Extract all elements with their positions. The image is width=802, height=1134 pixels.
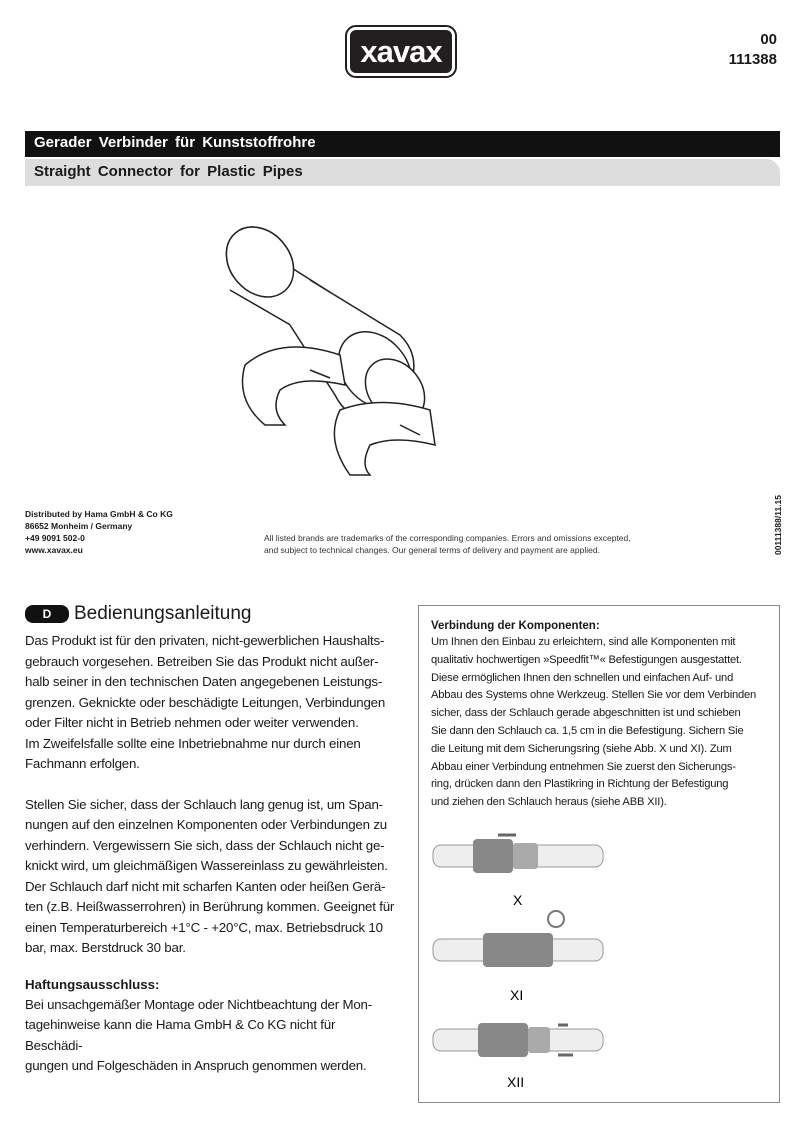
- figure-label-x: X: [513, 892, 523, 908]
- distributor-website[interactable]: www.xavax.eu: [25, 545, 83, 555]
- section-heading: Bedienungsanleitung: [74, 603, 252, 624]
- distributor-name: Distributed by Hama GmbH & Co KG: [25, 509, 173, 519]
- distributor-info: [25, 508, 173, 556]
- legal-line: All listed brands are trademarks of the corresponding companies. Errors and omissions excepted,: [264, 533, 631, 543]
- figure-xii-drawing: [433, 1023, 603, 1057]
- distributor-phone: +49 9091 502-0: [25, 533, 85, 543]
- title-english: Straight Connector for Plastic Pipes: [25, 159, 780, 186]
- connection-heading: Verbindung der Komponenten:: [431, 620, 600, 632]
- instructions-section: [25, 603, 395, 1077]
- language-badge: D: [25, 605, 69, 623]
- legal-notice: [264, 532, 631, 556]
- assembly-figures: [428, 825, 613, 1100]
- code-version: 00: [760, 31, 777, 48]
- intro-paragraph: Das Produkt ist für den privaten, nicht-gewerblichen Haushalts- gebrauch vorgesehen. Betreiben Sie das Produkt nicht außer- halb seiner in den technischen Daten angegebenen Leistungs- grenzen. Geknickte oder beschädigte Leitungen, Verbindungen oder Filter nicht in Betrieb nehmen oder weiter verwenden. Im Zweifelsfalle sollte eine Inbetriebnahme nur durch einen Fachmann erfolgen.: [25, 633, 386, 771]
- product-illustration: [210, 210, 450, 480]
- code-number: 111388: [728, 51, 777, 68]
- distributor-address: 86652 Monheim / Germany: [25, 521, 133, 531]
- figure-x-drawing: [433, 835, 603, 873]
- xavax-logo: xavax: [347, 27, 455, 76]
- connection-text: Um Ihnen den Einbau zu erleichtern, sind alle Komponenten mit qualitativ hochwertigen »Speedfit™« Befestigungen ausgestattet. Diese ermöglichen Ihnen den schnellen und einfachen Auf- und Abbau des Systems ohne Werkzeug. Stellen Sie vor dem Verbinden sicher, dass der Schlauch gerade abgeschnitten ist und schieben Sie dann den Schlauch ca. 1,5 cm in die Befestigung. Sichern Sie die Leitung mit dem Sicherungsring (siehe Abb. X und XI). Zum Abbau einer Verbindung entnehmen Sie zuerst den Sicherungs- ring, drücken dann den Plastikring in Richtung der Befestigung und ziehen den Schlauch heraus (siehe ABB XII).: [431, 636, 757, 809]
- title-german: Gerader Verbinder für Kunststoffrohre: [25, 131, 780, 157]
- document-id: 00111388/11.15: [773, 494, 783, 556]
- legal-line: and subject to technical changes. Our general terms of delivery and payment are applied.: [264, 545, 600, 555]
- safety-paragraph: Stellen Sie sicher, dass der Schlauch lang genug ist, um Span- nungen auf den einzelnen Komponenten oder Verbindungen zu verhindern. Vergewissern Sie sich, dass der Schlauch nicht ge- knickt wird, um gleichmäßigen Wassereinlass zu gewährleisten. Der Schlauch darf nicht mit scharfen Kanten oder heißen Gerä- ten (z.B. Heißwasserrohren) in Berührung kommen. Geeignet für einen Temperaturbereich +1°C - +20°C, max. Betriebsdruck 10 bar, max. Berstdruck 30 bar.: [25, 796, 395, 955]
- liability-paragraph: Bei unsachgemäßer Montage oder Nichtbeachtung der Mon- tagehinweise kann die Hama GmbH & Co KG nicht für Beschädi- gungen und Folgeschäden in Anspruch genommen werden.: [25, 996, 372, 1073]
- product-code: [729, 30, 777, 70]
- figure-label-xi: XI: [510, 987, 524, 1003]
- figure-xi-drawing: [433, 911, 603, 967]
- figure-label-xii: XII: [507, 1074, 525, 1090]
- liability-heading: Haftungsausschluss:: [25, 976, 160, 992]
